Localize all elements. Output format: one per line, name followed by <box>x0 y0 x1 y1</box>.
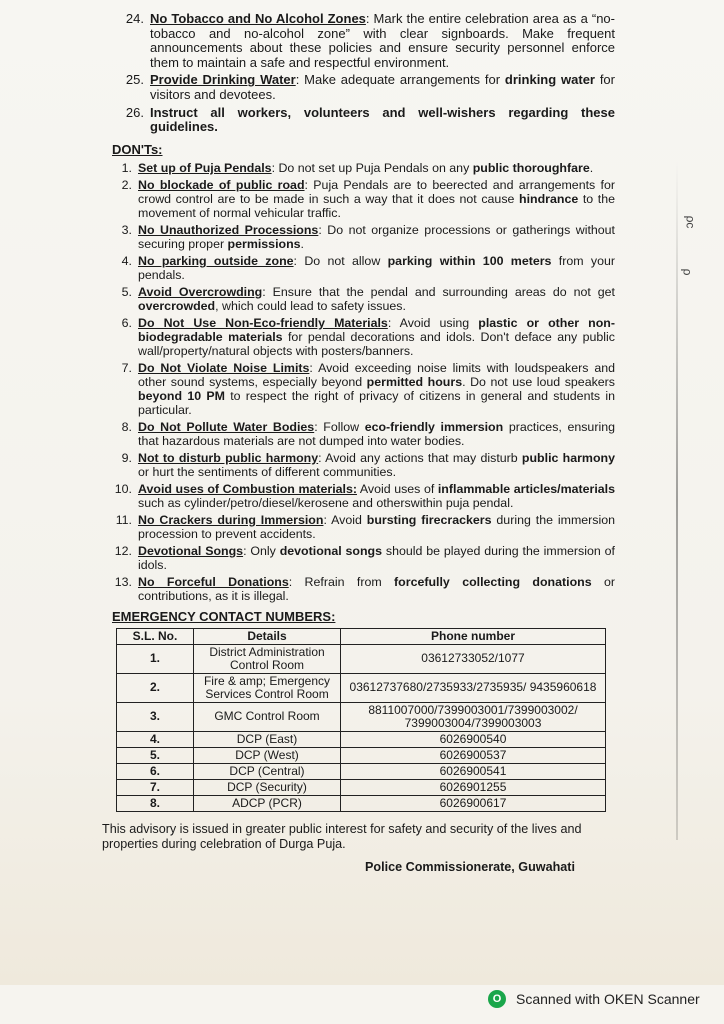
item-body: : Avoid exceeding noise limits with loudspeakers and other sound systems, especially beyond <box>138 360 615 389</box>
advisory-footer: This advisory is issued in greater public interest for safety and security of the lives and properties during celebration of Durga Puja. <box>102 821 582 851</box>
emergency-contacts-table <box>116 628 606 812</box>
item-emphasis: overcrowded <box>138 298 216 313</box>
table-row <box>117 779 606 795</box>
dont-item-9 <box>110 451 615 479</box>
item-title: Avoid uses of Combustion materials: <box>138 481 357 496</box>
item-body: during the immersion procession to prevent accidents. <box>138 512 616 541</box>
header-details: Details <box>194 628 341 644</box>
header-sl-no: S.L. No. <box>117 628 194 644</box>
dont-item-2 <box>110 178 615 220</box>
dont-item-12 <box>110 544 615 572</box>
item-body: to the movement of normal vehicular traffic. <box>138 191 615 220</box>
item-number: 10. <box>114 481 132 496</box>
table-row <box>117 644 606 673</box>
cell-details: ADCP (PCR) <box>194 795 341 811</box>
item-body: : Mark the entire celebration area as a “no-tobacco and no-alcohol zone” with clear signboards. Make frequent announcements about these policies and ensure security personnel enforce them to maintain a safe and respectful environment. <box>150 11 615 70</box>
item-number: 24. <box>125 11 144 26</box>
item-body: such as cylinder/petro/diesel/kerosene and otherswithin puja pendal. <box>138 495 514 510</box>
cell-details: DCP (Central) <box>194 763 341 779</box>
header-phone: Phone number <box>341 628 606 644</box>
item-body: : Avoid any actions that may disturb <box>318 450 522 465</box>
item-emphasis: public harmony <box>521 450 615 465</box>
item-title: No Crackers during Immersion <box>138 512 324 527</box>
item-number: 5. <box>121 284 132 299</box>
cell-details: District Administration Control Room <box>194 644 341 673</box>
item-title: Not to disturb public harmony <box>138 450 319 465</box>
item-number: 6. <box>121 315 132 330</box>
item-number: 11. <box>115 512 132 527</box>
scanner-logo-icon: O <box>488 990 506 1008</box>
item-emphasis: drinking water <box>504 72 595 88</box>
item-number: 12. <box>114 543 132 558</box>
item-emphasis: hindrance <box>519 191 579 206</box>
dont-item-3 <box>110 223 615 251</box>
item-title: No Forceful Donations <box>138 574 289 589</box>
item-emphasis: permissions <box>227 236 301 251</box>
cell-details: GMC Control Room <box>194 702 341 731</box>
item-number: 3. <box>121 222 132 237</box>
do-item-24 <box>110 12 615 70</box>
item-body: to respect the right of privacy of citizens in general and students in particular. <box>138 388 615 417</box>
dont-item-13 <box>110 575 615 603</box>
cell-phone: 6026900537 <box>341 747 606 763</box>
table-row <box>117 795 606 811</box>
table-header-row <box>117 628 606 644</box>
item-body: Instruct all workers, volunteers and well-wishers regarding these guidelines. <box>150 104 615 135</box>
dont-item-5 <box>110 285 615 313</box>
cell-phone: 03612733052/1077 <box>341 644 606 673</box>
item-emphasis: eco-friendly immersion <box>364 419 504 434</box>
item-emphasis: plastic or other non-biodegradable materials <box>138 315 615 344</box>
item-title: Do Not Use Non-Eco-friendly Materials <box>138 315 388 330</box>
item-number: 2. <box>121 177 132 192</box>
item-body: : Do not allow <box>293 253 388 268</box>
item-emphasis: permitted hours <box>366 374 463 389</box>
item-body: : Do not organize processions or gatherings without securing proper <box>138 222 616 251</box>
cell-sl-no: 1. <box>117 644 194 673</box>
cell-phone: 6026900617 <box>341 795 606 811</box>
item-title: Provide Drinking Water <box>150 72 296 88</box>
item-body: : Puja Pendals are to beerected and arrangements for crowd control are to be made in such a way that it does not cause <box>138 177 616 206</box>
dont-item-1 <box>110 161 615 175</box>
item-emphasis: inflammable articles/materials <box>437 481 615 496</box>
dont-item-4 <box>110 254 615 282</box>
do-item-25 <box>110 73 615 102</box>
dont-item-7 <box>110 361 615 417</box>
dont-item-11 <box>110 513 615 541</box>
item-body: practices, ensuring that hazardous materials are not dumped into water bodies. <box>138 419 615 448</box>
item-number: 7. <box>121 360 132 375</box>
cell-details: DCP (Security) <box>194 779 341 795</box>
item-title: No Unauthorized Processions <box>138 222 319 237</box>
cell-phone: 6026900540 <box>341 731 606 747</box>
table-row <box>117 747 606 763</box>
signature: Police Commissionerate, Guwahati <box>365 859 575 874</box>
cell-sl-no: 6. <box>117 763 194 779</box>
item-number: 9. <box>121 450 132 465</box>
item-title: Devotional Songs <box>138 543 244 558</box>
do-item-26 <box>110 106 615 135</box>
item-emphasis: parking within 100 meters <box>387 253 552 268</box>
item-body: : Avoid <box>323 512 367 527</box>
cell-phone: 03612737680/2735933/2735935/ 9435960618 <box>341 673 606 702</box>
cell-details: Fire & amp; Emergency Services Control Room <box>194 673 341 702</box>
item-body: from your pendals. <box>138 253 615 282</box>
cell-phone: 6026900541 <box>341 763 606 779</box>
item-title: No parking outside zone <box>138 253 294 268</box>
item-body: : Refrain from <box>288 574 395 589</box>
item-body: : Do not set up Puja Pendals on any <box>271 160 473 175</box>
table-row <box>117 763 606 779</box>
item-emphasis: bursting firecrackers <box>366 512 492 527</box>
item-number: 13. <box>114 574 132 589</box>
item-body: or contributions, as it is illegal. <box>138 574 616 603</box>
cell-phone: 6026901255 <box>341 779 606 795</box>
cell-sl-no: 8. <box>117 795 194 811</box>
cell-sl-no: 2. <box>117 673 194 702</box>
page-edge-shadow <box>676 160 678 840</box>
item-body: : Ensure that the pendal and surrounding areas do not get <box>262 284 615 299</box>
item-body: Avoid uses of <box>356 481 438 496</box>
item-number: 1. <box>121 160 132 175</box>
advisory-content <box>102 11 616 874</box>
item-emphasis: public thoroughfare <box>472 160 590 175</box>
item-emphasis: beyond 10 PM <box>138 388 225 403</box>
item-body: for visitors and devotees. <box>150 72 615 102</box>
item-title: Set up of Puja Pendals <box>138 160 272 175</box>
item-body: or hurt the sentiments of different communities. <box>138 464 397 479</box>
item-number: 8. <box>121 419 132 434</box>
item-title: Do Not Violate Noise Limits <box>138 360 310 375</box>
item-title: No Tobacco and No Alcohol Zones <box>150 11 366 26</box>
item-body: . <box>300 236 304 251</box>
table-row <box>117 673 606 702</box>
item-emphasis: forcefully collecting donations <box>394 574 592 589</box>
item-title: Do Not Pollute Water Bodies <box>138 419 315 434</box>
cell-sl-no: 4. <box>117 731 194 747</box>
item-title: No blockade of public road <box>138 177 305 192</box>
scanner-label: Scanned with OKEN Scanner <box>516 991 700 1007</box>
item-body: : Avoid using <box>387 315 479 330</box>
dont-item-8 <box>110 420 615 448</box>
item-title: Avoid Overcrowding <box>138 284 263 299</box>
cell-sl-no: 5. <box>117 747 194 763</box>
item-body: : Make adequate arrangements for <box>295 72 505 88</box>
emergency-heading: EMERGENCY CONTACT NUMBERS: <box>112 608 336 624</box>
donts-list <box>110 161 615 603</box>
item-number: 25. <box>125 72 144 88</box>
cell-sl-no: 3. <box>117 702 194 731</box>
donts-heading: DON'Ts: <box>112 141 163 157</box>
cell-phone: 8811007000/7399003001/7399003002/ 7399003004/7399003003 <box>341 702 606 731</box>
dont-item-6 <box>110 316 615 358</box>
item-body: : Only <box>243 543 280 558</box>
dont-item-10 <box>110 482 615 510</box>
cell-details: DCP (East) <box>194 731 341 747</box>
item-body: for pendal decorations and idols. Don't deface any public wall/property/natural objects with posters/banners. <box>138 329 615 358</box>
cell-sl-no: 7. <box>117 779 194 795</box>
item-number: 4. <box>121 253 132 268</box>
item-body: . Do not use loud speakers <box>462 374 615 389</box>
item-body: . <box>589 160 594 175</box>
item-body: , which could lead to safety issues. <box>215 298 406 313</box>
margin-scribble-1: ρc <box>683 215 698 229</box>
margin-scribble-2: ρ <box>680 268 695 276</box>
table-row <box>117 731 606 747</box>
scanner-watermark <box>488 990 700 1008</box>
item-number: 26. <box>125 104 144 120</box>
cell-details: DCP (West) <box>194 747 341 763</box>
item-body: should be played during the immersion of idols. <box>138 543 615 572</box>
table-row <box>117 702 606 731</box>
item-emphasis: devotional songs <box>279 543 383 558</box>
item-body: : Follow <box>314 419 365 434</box>
